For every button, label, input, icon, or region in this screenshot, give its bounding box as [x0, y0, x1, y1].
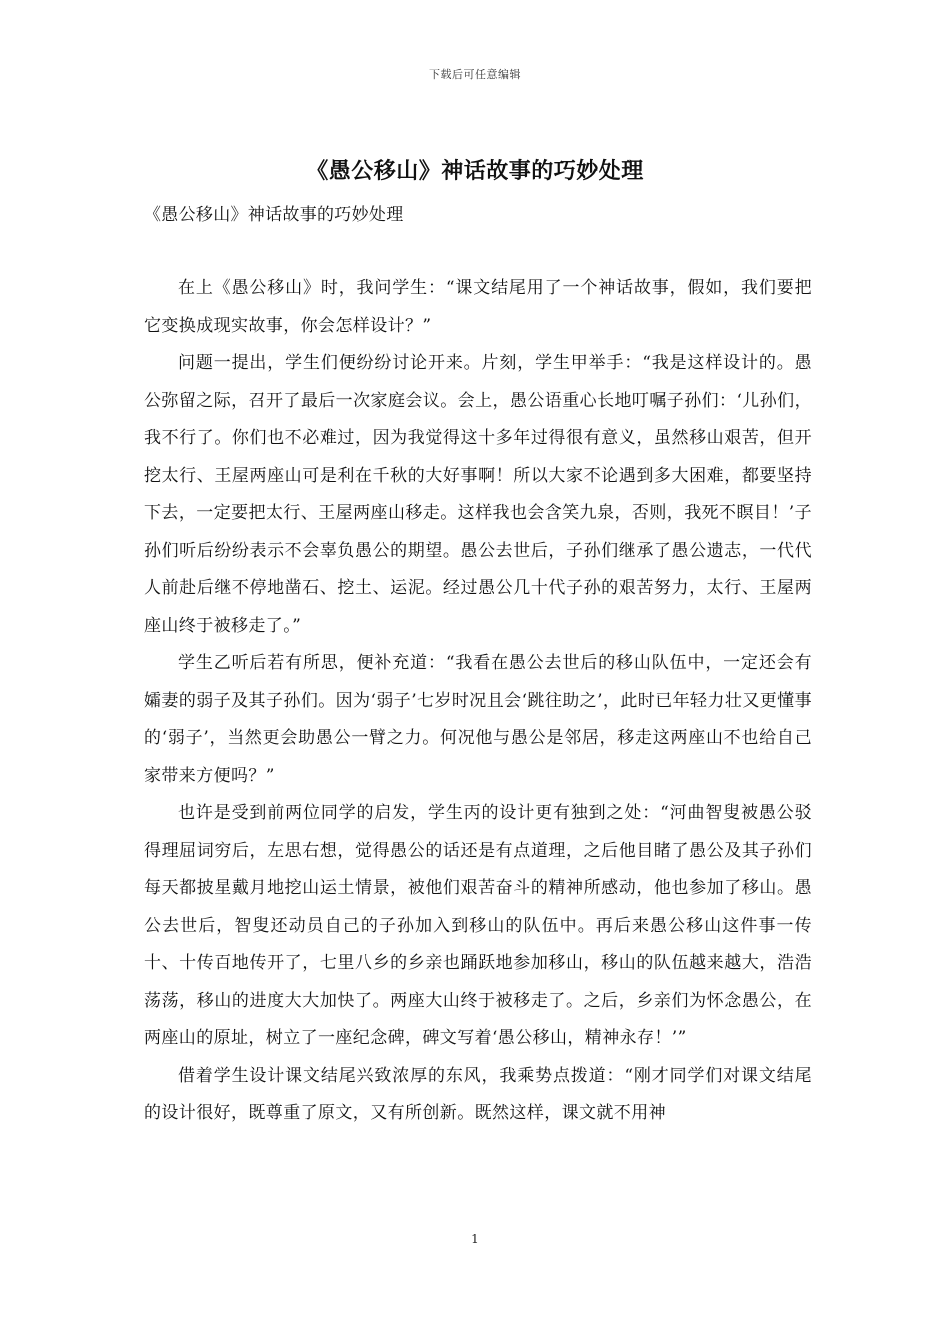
paragraph-4: 也许是受到前两位同学的启发，学生丙的设计更有独到之处：“河曲智叟被愚公驳得理屈词穷后，左思右想，觉得愚公的话还是有点道理，之后他目睹了愚公及其子孙们每天都披星戴月地挖山运土情景，被他们艰苦奋斗的精神所感动，他也参加了移山。愚公去世后，智叟还动员自己的子孙加入到移山的队伍中。再后来愚公移山这件事一传十、十传百地传开了，七里八乡的乡亲也踊跃地参加移山，移山的队伍越来越大，浩浩荡荡，移山的进度大大加快了。两座大山终于被移走了。之后，乡亲们为怀念愚公，在两座山的原址，树立了一座纪念碑，碑文写着‘愚公移山，精神永存！’” [144, 803, 812, 1048]
paragraph-2: 问题一提出，学生们便纷纷讨论开来。片刻，学生甲举手：“我是这样设计的。愚公弥留之际，召开了最后一次家庭会议。会上，愚公语重心长地叮嘱子孙们：‘儿孙们，我不行了。你们也不必难过，因为我觉得这十多年过得很有意义，虽然移山艰苦，但开挖太行、王屋两座山可是利在千秋的大好事啊！所以大家不论遇到多大困难，都要坚持下去，一定要把太行、王屋两座山移走。这样我也会含笑九泉，否则，我死不瞑目！’子孙们听后纷纷表示不会辜负愚公的期望。愚公去世后，子孙们继承了愚公遗志，一代代人前赴后继不停地凿石、挖土、运泥。经过愚公几十代子孙的艰苦努力，太行、王屋两座山终于被移走了。” [144, 353, 812, 636]
paragraph-1: 在上《愚公移山》时，我问学生：“课文结尾用了一个神话故事，假如，我们要把它变换成现实故事，你会怎样设计？” [144, 278, 812, 336]
paragraph-3: 学生乙听后若有所思，便补充道：“我看在愚公去世后的移山队伍中，一定还会有孀妻的弱子及其子孙们。因为‘弱子’七岁时况且会‘跳往助之’，此时已年轻力壮又更懂事的‘弱子’，当然更会助愚公一臂之力。何况他与愚公是邻居，移走这两座山不也给自己家带来方便吗？” [144, 653, 812, 786]
header-note: 下载后可任意编辑 [429, 68, 521, 81]
page-number: 1 [471, 1232, 479, 1246]
document-body [144, 270, 812, 1133]
document-subtitle: 《愚公移山》神话故事的巧妙处理 [144, 205, 404, 225]
document-title: 《愚公移山》神话故事的巧妙处理 [306, 158, 644, 184]
paragraph-5: 借着学生设计课文结尾兴致浓厚的东风，我乘势点拨道：“刚才同学们对课文结尾的设计很好，既尊重了原文，又有所创新。既然这样，课文就不用神 [144, 1065, 812, 1123]
